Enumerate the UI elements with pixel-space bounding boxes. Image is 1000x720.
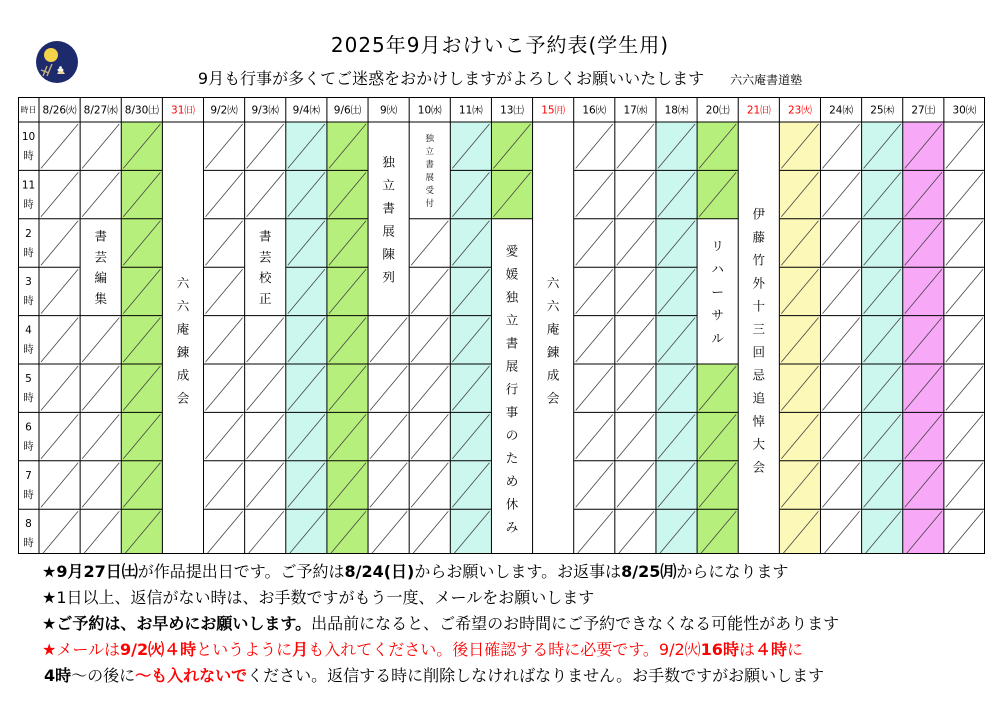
note-line-1: ★9月27日㈯が作品提出日です。ご予約は8/24(日)からお願いします。お返事は8/25㈪からになります (42, 562, 789, 581)
slot-slash (576, 463, 613, 507)
event-char: 会 (546, 390, 560, 406)
note-line-5: 4時〜の後に〜も入れないでください。返信する時に削除しなければなりません。お手数ですがお願いします (44, 666, 825, 685)
hour-unit: 時 (23, 150, 34, 162)
slot-slash (206, 511, 243, 554)
slot-slash (946, 463, 983, 507)
slot-slash (370, 366, 407, 410)
hour-unit: 時 (23, 488, 34, 501)
slot-slash (247, 463, 284, 507)
organization-name: 六六庵書道塾 (730, 73, 803, 87)
date-header: 8/27㈬ (83, 104, 118, 117)
page-subtitle (0, 66, 1000, 89)
slot-slash (411, 366, 448, 410)
date-header: 15㈪ (541, 104, 566, 117)
date-header: 23㈫ (787, 104, 812, 117)
slot-slash (617, 414, 654, 458)
slot-slash (946, 414, 983, 458)
event-char: 十 (752, 298, 766, 314)
reply-start-date: 8/25㈪ (621, 562, 677, 581)
note-line-4: ★メールは9/2㈫４時というように月も入れてください。後日確認する時に必要です。9/2㈫16時は４時に (42, 640, 803, 659)
event-char: 展 (382, 223, 395, 239)
event-char: 愛 (505, 243, 519, 259)
slot-slash (946, 511, 983, 554)
event-char: 伊 (752, 206, 766, 222)
event-char: 展 (505, 358, 519, 374)
slot-slash (206, 124, 243, 168)
event-char: 大 (752, 436, 766, 452)
slot-slash (822, 221, 859, 265)
event-char: の (505, 427, 519, 443)
note-line-2: ★1日以上、返信がない時は、お手数ですがもう一度、メールをお願いします (42, 588, 595, 607)
slot-slash (82, 366, 119, 410)
date-header: 9/6㈯ (333, 104, 362, 117)
event-char: 六 (176, 298, 190, 314)
slot-slash (206, 269, 243, 313)
event-char: 独 (505, 289, 519, 305)
event-char: 書 (425, 159, 434, 170)
date-header: 9㈫ (380, 104, 398, 117)
event-char: 立 (425, 146, 434, 157)
date-header: 25㈭ (870, 104, 895, 117)
event-char: 追 (752, 390, 766, 406)
slot-slash (576, 221, 613, 265)
hour-unit: 時 (23, 537, 34, 550)
slot-slash (411, 463, 448, 507)
slot-slash (41, 511, 78, 554)
event-char: た (505, 450, 519, 466)
event-char: 立 (382, 177, 395, 193)
slot-slash (411, 221, 448, 265)
slot-slash (41, 269, 78, 313)
slot-slash (41, 463, 78, 507)
event-char: 藤 (752, 229, 766, 245)
date-header: 9/2㈫ (210, 104, 238, 117)
slot-slash (247, 172, 284, 216)
hour-unit: 時 (23, 198, 34, 211)
page-title: 2025年9月おけいこ予約表(学生用) (330, 33, 670, 57)
event-char: 六 (546, 298, 560, 314)
slot-slash (576, 414, 613, 458)
slot-slash (82, 124, 119, 168)
slot-slash (206, 172, 243, 216)
slot-slash (822, 269, 859, 313)
slot-slash (206, 318, 243, 362)
hour-unit: 時 (23, 246, 34, 259)
date-header: 31㈰ (171, 104, 195, 117)
event-char: 立 (505, 312, 519, 328)
event-char: 行 (505, 381, 519, 397)
slot-slash (41, 172, 78, 216)
event-char: 事 (505, 404, 519, 420)
event-char: リ (711, 238, 724, 254)
slot-slash (247, 511, 284, 554)
slot-slash (206, 366, 243, 410)
slot-slash (617, 463, 654, 507)
slot-slash (82, 172, 119, 216)
event-char: 錬 (546, 344, 560, 360)
event-char: 陳 (382, 246, 395, 262)
slot-slash (576, 269, 613, 313)
slot-slash (206, 221, 243, 265)
slot-slash (576, 318, 613, 362)
event-char: 六 (546, 275, 560, 291)
slot-slash (822, 366, 859, 410)
slot-slash (370, 414, 407, 458)
event-char: ル (711, 330, 724, 346)
hour-label: 6 (25, 421, 32, 434)
event-char: 編 (94, 270, 107, 286)
date-header: 9/4㈭ (292, 104, 321, 117)
slot-slash (946, 318, 983, 362)
slot-slash (617, 124, 654, 168)
event-char: 庵 (176, 321, 190, 337)
date-header: 11㈭ (458, 104, 483, 117)
event-char: 忌 (752, 367, 766, 383)
event-char: 列 (382, 269, 395, 285)
slot-slash (370, 511, 407, 554)
slot-slash (617, 172, 654, 216)
slot-slash (576, 172, 613, 216)
event-char: 会 (752, 459, 766, 475)
event-char: 竹 (752, 252, 766, 268)
slot-slash (576, 124, 613, 168)
event-char: 会 (176, 390, 190, 406)
slot-slash (822, 318, 859, 362)
slot-slash (41, 221, 78, 265)
event-char: 独 (382, 154, 395, 170)
date-header: 8/30㈯ (124, 104, 159, 117)
date-header: 13㈯ (500, 104, 524, 117)
hour-label: 11 (21, 179, 36, 192)
corner-label: 時日 (20, 105, 37, 115)
event-char: 集 (94, 290, 107, 306)
slot-slash (206, 463, 243, 507)
slot-slash (206, 414, 243, 458)
event-char: 書 (382, 200, 395, 216)
event-char: ー (711, 284, 724, 300)
slot-slash (576, 511, 613, 554)
event-char: 六 (176, 275, 190, 291)
hour-unit: 時 (23, 440, 34, 453)
slot-slash (617, 366, 654, 410)
hour-unit: 時 (23, 343, 34, 356)
slot-slash (411, 269, 448, 313)
slot-slash (370, 463, 407, 507)
event-char: 受 (425, 185, 434, 196)
hour-unit: 時 (23, 295, 34, 308)
event-char: み (505, 519, 519, 535)
event-char: 成 (176, 367, 190, 383)
slot-slash (946, 269, 983, 313)
slot-slash (370, 318, 407, 362)
event-char: 独 (425, 133, 434, 144)
slot-slash (411, 511, 448, 554)
event-char: 回 (752, 344, 766, 360)
date-header: 21㈰ (746, 104, 771, 117)
date-header: 20㈯ (705, 104, 730, 117)
event-char: 展 (425, 172, 434, 183)
slot-slash (82, 318, 119, 362)
booking-start-date: 8/24(日) (344, 562, 415, 581)
note-line-3: ★ご予約は、お早めにお願いします。出品前になると、ご希望のお時間にご予約できなくなる可能性があります (42, 614, 840, 633)
date-header: 9/3㈬ (251, 104, 279, 117)
slot-slash (617, 221, 654, 265)
slot-slash (822, 414, 859, 458)
slot-slash (247, 318, 284, 362)
slot-slash (946, 221, 983, 265)
hour-label: 4 (25, 324, 32, 337)
notes-section (42, 559, 992, 689)
date-header: 10㈬ (417, 104, 442, 117)
event-char: 外 (752, 275, 766, 291)
slot-slash (946, 366, 983, 410)
slot-slash (617, 269, 654, 313)
event-char: 悼 (752, 413, 766, 429)
event-char: 媛 (505, 266, 519, 282)
event-char: 書 (258, 228, 272, 244)
event-char: 正 (258, 290, 272, 306)
slot-slash (822, 124, 859, 168)
date-header: 24㈬ (829, 104, 853, 117)
slot-slash (576, 366, 613, 410)
date-header: 30㈫ (952, 104, 977, 117)
event-char: サ (711, 307, 724, 323)
event-char: 成 (546, 367, 560, 383)
hour-label: 3 (25, 276, 32, 289)
hour-unit: 時 (23, 392, 34, 404)
hour-label: 10 (21, 131, 36, 143)
slot-slash (247, 124, 284, 168)
hour-label: 8 (25, 518, 32, 531)
slot-slash (82, 414, 119, 458)
slot-slash (247, 414, 284, 458)
slot-slash (617, 511, 654, 554)
slot-slash (411, 414, 448, 458)
slot-slash (617, 318, 654, 362)
event-char: 芸 (94, 249, 107, 265)
date-header: 16㈫ (582, 104, 607, 117)
event-char: ハ (711, 261, 724, 277)
hour-label: 2 (25, 227, 32, 240)
event-char: 休 (505, 496, 519, 512)
slot-slash (82, 463, 119, 507)
event-char: 三 (752, 321, 766, 337)
slot-slash (41, 366, 78, 410)
event-char: 芸 (258, 249, 272, 265)
slot-slash (946, 124, 983, 168)
slot-slash (247, 366, 284, 410)
reservation-grid (18, 97, 985, 554)
date-header: 17㈬ (623, 104, 648, 117)
slot-slash (411, 318, 448, 362)
date-header: 8/26㈫ (42, 104, 77, 117)
subtitle-text: 9月も行事が多くてご迷惑をおかけしますがよろしくお願いいたします (197, 69, 705, 88)
slot-slash (41, 124, 78, 168)
event-char: 書 (94, 228, 107, 244)
slot-slash (822, 172, 859, 216)
slot-slash (41, 318, 78, 362)
slot-slash (946, 172, 983, 216)
date-header: 27㈯ (911, 104, 936, 117)
slot-slash (82, 511, 119, 554)
slot-slash (41, 414, 78, 458)
event-char: 書 (505, 335, 519, 351)
slot-slash (822, 463, 859, 507)
submission-date: 9月27日㈯ (56, 562, 138, 581)
event-char: 錬 (176, 344, 190, 360)
event-char: 校 (258, 270, 272, 286)
event-char: め (505, 473, 519, 489)
event-char: 庵 (546, 321, 560, 337)
hour-label: 7 (25, 469, 32, 482)
event-char: 付 (425, 198, 434, 209)
hour-label: 5 (25, 373, 32, 385)
slot-slash (822, 511, 859, 554)
date-header: 18㈭ (664, 104, 689, 117)
